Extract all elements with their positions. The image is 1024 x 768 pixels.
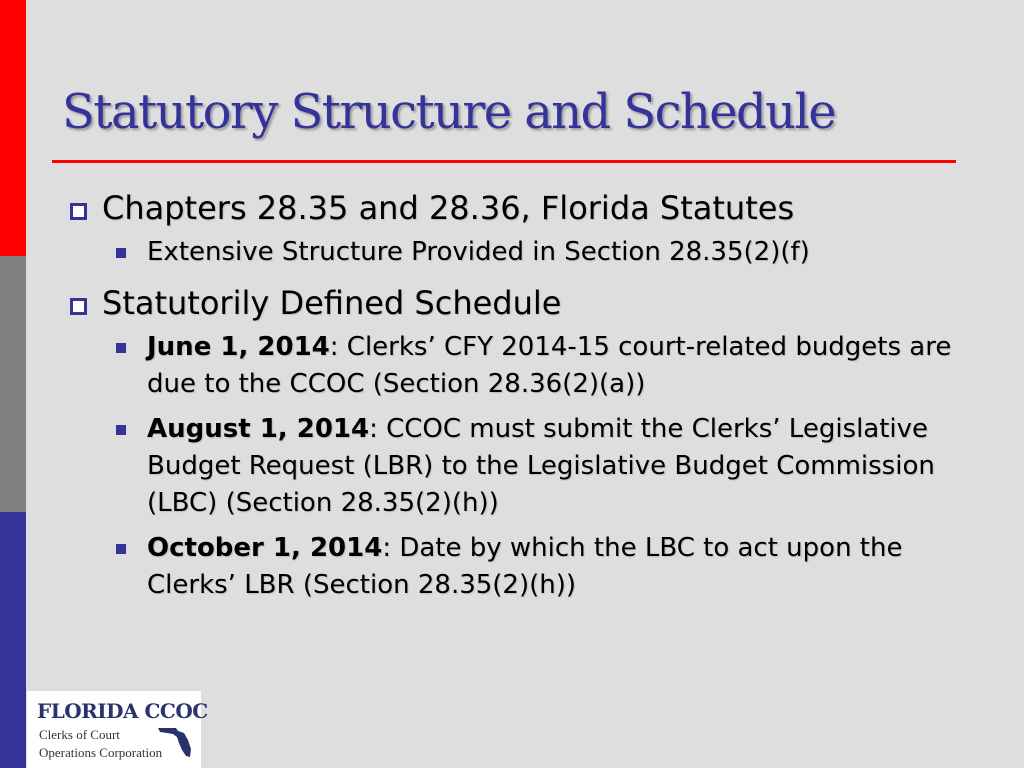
bullet-item bbox=[62, 188, 982, 228]
logo-tagline-1: Clerks of Court bbox=[39, 727, 120, 742]
schedule-date: August 1, 2014 bbox=[147, 414, 370, 444]
side-stripe-gray bbox=[0, 256, 26, 512]
sub-bullet-item bbox=[62, 234, 982, 271]
schedule-description: : Date by which the LBC to act upon the Clerks’ LBR (Section 28.35(2)(h)) bbox=[147, 533, 903, 600]
sub-bullet-item bbox=[62, 530, 982, 604]
schedule-description: : CCOC must submit the Clerks’ Legislative Budget Request (LBR) to the Legislative Budget Commission (LBC) (Section 28.35(2)(h)) bbox=[147, 414, 935, 518]
square-bullet-icon bbox=[116, 425, 126, 435]
slide-content bbox=[62, 188, 982, 612]
side-stripe-blue bbox=[0, 512, 26, 768]
bullet-text: Chapters 28.35 and 28.36, Florida Statutes bbox=[102, 189, 795, 227]
schedule-date: June 1, 2014 bbox=[147, 332, 330, 362]
sub-bullet-item bbox=[62, 329, 982, 403]
hollow-square-bullet-icon bbox=[70, 298, 87, 315]
bullet-item bbox=[62, 283, 982, 323]
florida-state-icon bbox=[157, 725, 193, 759]
title-underline bbox=[52, 160, 956, 163]
square-bullet-icon bbox=[116, 544, 126, 554]
side-stripe-red bbox=[0, 0, 26, 256]
bullet-text: Statutorily Defined Schedule bbox=[102, 284, 562, 322]
slide-title: Statutory Structure and Schedule bbox=[62, 84, 836, 140]
sub-bullet-text: Extensive Structure Provided in Section 28.35(2)(f) bbox=[147, 237, 810, 267]
logo-name: FLORIDA CCOC bbox=[37, 699, 208, 723]
square-bullet-icon bbox=[116, 343, 126, 353]
florida-ccoc-logo bbox=[27, 691, 208, 768]
square-bullet-icon bbox=[116, 248, 126, 258]
logo-tagline-2: Operations Corporation bbox=[39, 745, 163, 760]
sub-bullet-item bbox=[62, 411, 982, 522]
hollow-square-bullet-icon bbox=[70, 203, 87, 220]
schedule-description: : Clerks’ CFY 2014-15 court-related budgets are due to the CCOC (Section 28.36(2)(a)) bbox=[147, 332, 952, 399]
schedule-date: October 1, 2014 bbox=[147, 533, 383, 563]
